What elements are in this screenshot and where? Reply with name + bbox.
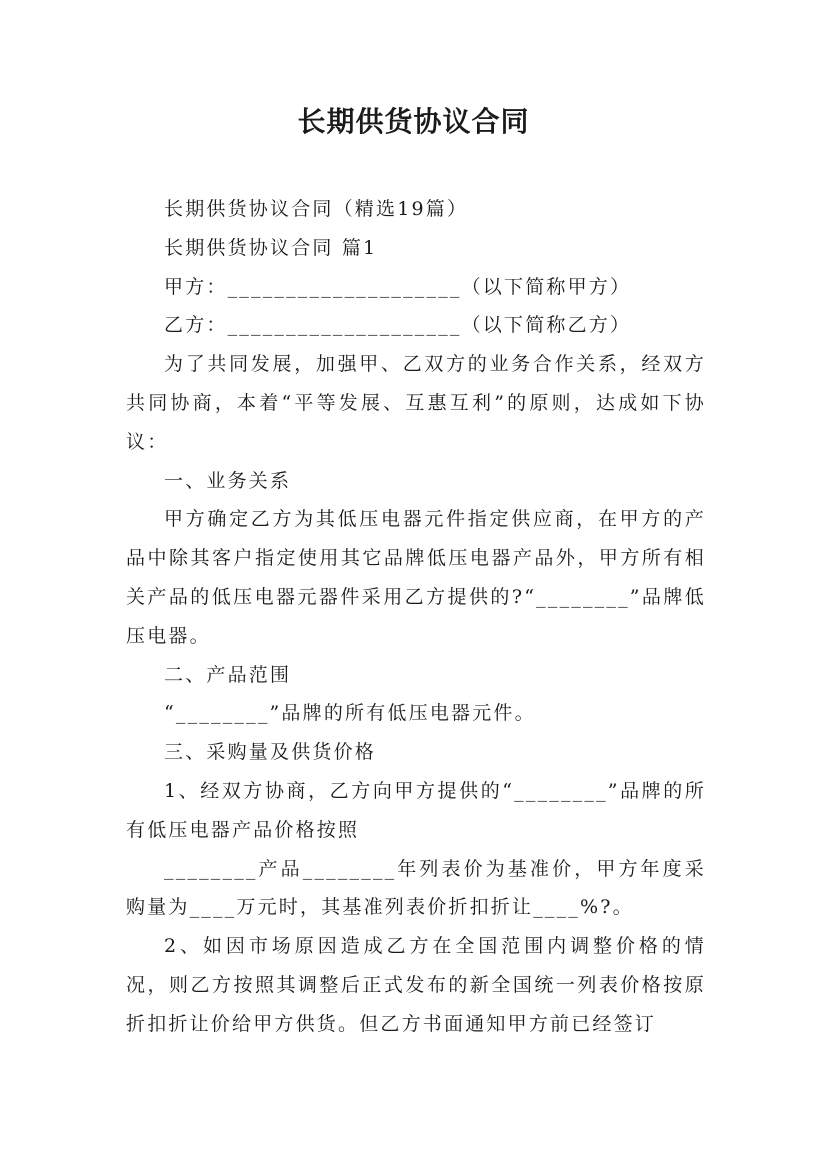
heading-business-relation: 一、业务关系: [164, 469, 292, 492]
paragraph-product-scope: “________”品牌的所有低压电器元件。: [164, 702, 536, 725]
heading-purchase-price: 三、采购量及供货价格: [164, 741, 377, 764]
paragraph-preamble: 为了共同发展，加强甲、乙双方的业务合作关系，经双方共同协商，本着“平等发展、互惠互利”的原则，达成如下协议：: [126, 353, 706, 453]
paragraph-clause-1: 1、经双方协商，乙方向甲方提供的“________”品牌的所有低压电器产品价格按照: [126, 779, 706, 841]
paragraph-clause-1-continued: ________产品________年列表价为基准价，甲方年度采购量为____万元时，其基准列表价折扣折让____%?。: [126, 857, 706, 919]
paragraph-section-heading: 长期供货协议合同 篇1: [164, 236, 378, 259]
heading-product-scope: 二、产品范围: [164, 663, 292, 686]
paragraph-party-b: 乙方：____________________（以下简称乙方）: [164, 314, 632, 337]
paragraph-subtitle: 长期供货协议合同（精选19篇）: [164, 198, 469, 220]
paragraph-party-a: 甲方：____________________（以下简称甲方）: [164, 275, 632, 298]
paragraph-clause-2: 2、如因市场原因造成乙方在全国范围内调整价格的情况，则乙方按照其调整后正式发布的新全国统一列表价格按原折扣折让价给甲方供货。但乙方书面通知甲方前已经签订: [126, 935, 706, 1035]
document-title: 长期供货协议合同: [297, 105, 530, 138]
document-body: [126, 190, 706, 1044]
paragraph-business-relation: 甲方确定乙方为其低压电器元件指定供应商，在甲方的产品中除其客户指定使用其它品牌低压电器产品外，甲方所有相关产品的低压电器元器件采用乙方提供的?“________”品牌低压电器。: [126, 508, 706, 647]
